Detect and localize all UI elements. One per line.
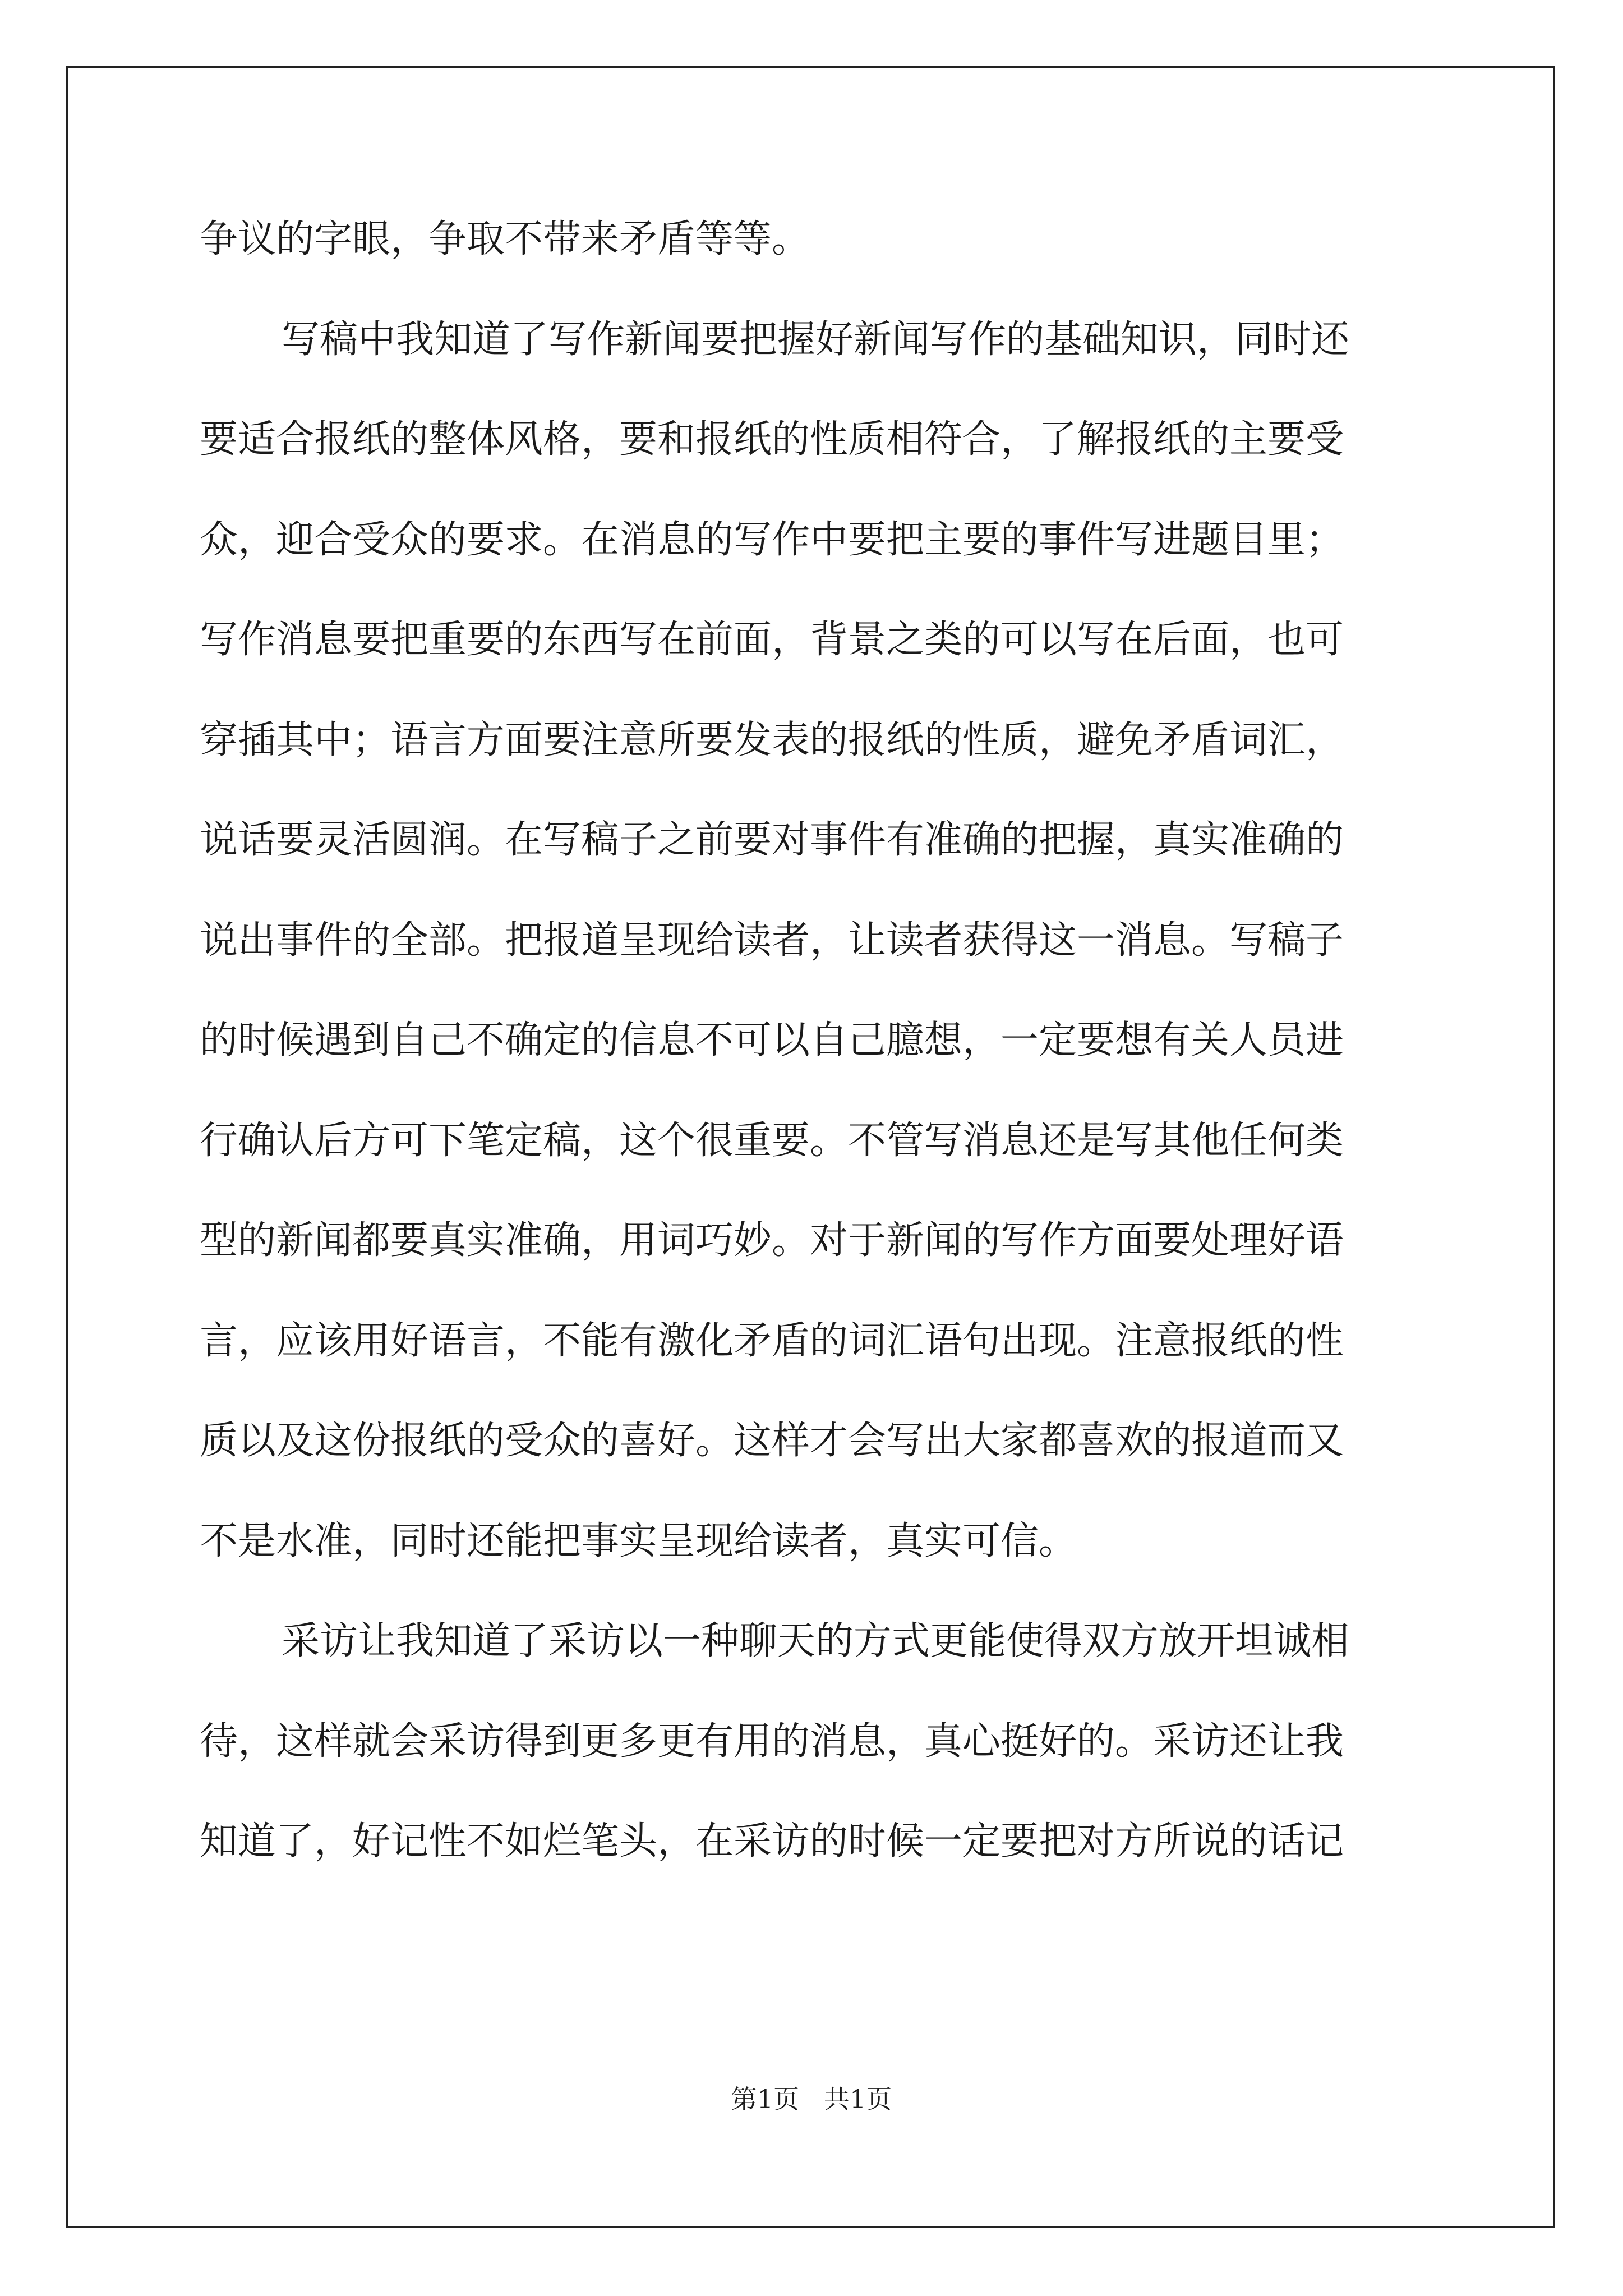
document-body bbox=[200, 197, 1422, 1900]
page-footer bbox=[0, 2082, 1623, 2116]
text-line: 说话要灵活圆润。在写稿子之前要对事件有准确的把握，真实准确的 bbox=[200, 818, 1344, 862]
text-line: 说出事件的全部。把报道呈现给读者，让读者获得这一消息。写稿子 bbox=[200, 918, 1344, 963]
text-line: 写作消息要把重要的东西写在前面，背景之类的可以写在后面，也可 bbox=[200, 618, 1344, 662]
text-line: 行确认后方可下笔定稿，这个很重要。不管写消息还是写其他任何类 bbox=[200, 1118, 1344, 1163]
text-line: 写稿中我知道了写作新闻要把握好新闻写作的基础知识，同时还 bbox=[282, 317, 1350, 362]
text-line: 采访让我知道了采访以一种聊天的方式更能使得双方放开坦诚相 bbox=[282, 1619, 1350, 1663]
text-line: 的时候遇到自己不确定的信息不可以自己臆想，一定要想有关人员进 bbox=[200, 1018, 1344, 1062]
text-line: 质以及这份报纸的受众的喜好。这样才会写出大家都喜欢的报道而又 bbox=[200, 1419, 1344, 1463]
text-line: 不是水准，同时还能把事实呈现给读者，真实可信。 bbox=[200, 1519, 1077, 1563]
page-number: 第1页 bbox=[731, 2084, 799, 2114]
text-line: 要适合报纸的整体风格，要和报纸的性质相符合，了解报纸的主要受 bbox=[200, 417, 1344, 462]
text-line: 众，迎合受众的要求。在消息的写作中要把主要的事件写进题目里； bbox=[200, 517, 1344, 562]
text-line: 知道了，好记性不如烂笔头，在采访的时候一定要把对方所说的话记 bbox=[200, 1819, 1344, 1864]
text-line: 型的新闻都要真实准确，用词巧妙。对于新闻的写作方面要处理好语 bbox=[200, 1218, 1344, 1263]
text-line: 待，这样就会采访得到更多更有用的消息，真心挺好的。采访还让我 bbox=[200, 1719, 1344, 1764]
text-line: 争议的字眼，争取不带来矛盾等等。 bbox=[200, 217, 810, 261]
page-total: 共1页 bbox=[824, 2084, 892, 2114]
text-line: 言，应该用好语言，不能有激化矛盾的词汇语句出现。注意报纸的性 bbox=[200, 1318, 1344, 1363]
text-line: 穿插其中；语言方面要注意所要发表的报纸的性质，避免矛盾词汇， bbox=[200, 717, 1344, 762]
